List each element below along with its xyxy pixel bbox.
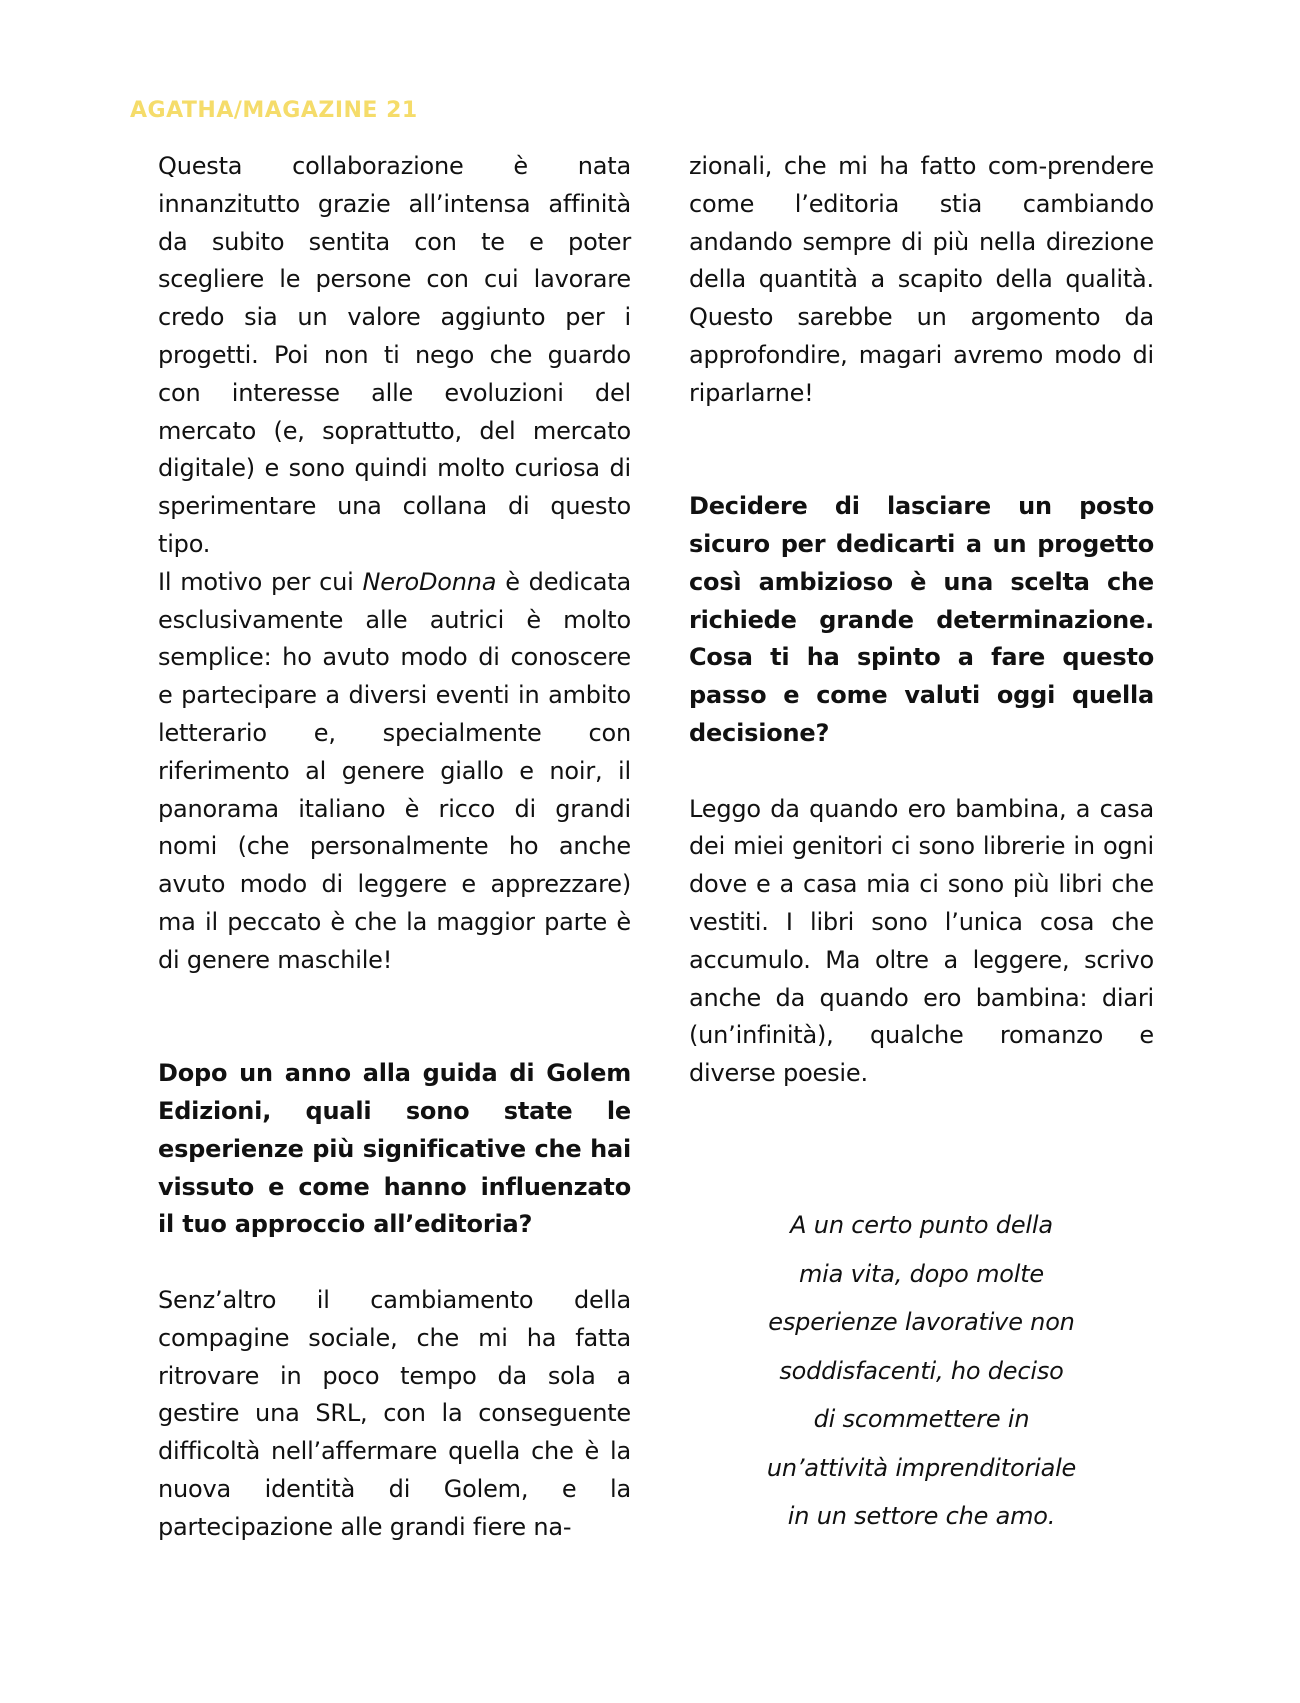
answer-continuation: zionali, che mi ha fatto com-prendere come l’editoria stia cambiando andando sempre di più nella direzione della quantità a scapito della qualità. Questo sarebbe un argomento da approfondire, magari avremo modo di riparlarne!: [689, 152, 1154, 407]
spacer: [689, 753, 1154, 791]
pull-quote: [689, 1201, 1154, 1541]
pull-quote-line: soddisfacenti, ho deciso: [779, 1356, 1064, 1385]
answer-paragraph-3: Senz’altro il cambiamento della compagine sociale, che mi ha fatta ritrovare in poco tempo da sola a gestire una SRL, con la conseguente difficoltà nell’affermare quella che è la nuova identità di Golem, e la partecipazione alle grandi fiere na-: [158, 1285, 631, 1541]
magazine-header: AGATHA/MAGAZINE 21: [130, 98, 418, 123]
left-column: [158, 148, 631, 1546]
interview-question-2: Decidere di lasciare un posto sicuro per dedicarti a un progetto così ambizioso è una scelta che richiede grande determinazione. Cosa ti ha spinto a fare questo passo e come valuti oggi quella decisione?: [689, 492, 1154, 747]
right-column: [689, 148, 1154, 1093]
pull-quote-line: in un settore che amo.: [787, 1502, 1056, 1530]
pull-quote-line: un’attività imprenditoriale: [766, 1453, 1077, 1482]
pull-quote-line: esperienze lavorative non: [768, 1308, 1075, 1336]
series-title: NeroDonna: [362, 567, 497, 596]
spacer: [689, 413, 1154, 489]
paragraph-text: è dedicata esclusivamente alle autrici è molto semplice: ho avuto modo di conoscere e partecipare a diversi eventi in ambito letterario e, specialmente con riferimento al genere giallo e noir, il panorama italiano è ricco di grandi nomi (che personalmente ho anche avuto modo di leggere e apprezzare) ma il peccato è che la maggior parte è di genere maschile!: [158, 567, 631, 974]
pull-quote-line: A un certo punto della: [790, 1211, 1053, 1239]
pull-quote-line: di scommettere in: [813, 1405, 1030, 1433]
paragraph-text: Il motivo per cui: [158, 567, 363, 596]
answer-paragraph-1: Questa collaborazione è nata innanzitutto grazie all’intensa affinità da subito sentita con te e poter scegliere le persone con cui lavorare credo sia un valore aggiunto per i progetti. Poi non ti nego che guardo con interesse alle evoluzioni del mercato (e, soprattutto, del mercato digitale) e sono quindi molto curiosa di sperimentare una collana di questo tipo.: [158, 152, 631, 558]
pull-quote-line: mia vita, dopo molte: [798, 1259, 1044, 1288]
spacer: [158, 1244, 631, 1282]
answer-paragraph-4: Leggo da quando ero bambina, a casa dei miei genitori ci sono librerie in ogni dove e a casa mia ci sono più libri che vestiti. I libri sono l’unica cosa che accumulo. Ma oltre a leggere, scrivo anche da quando ero bambina: diari (un’infinità), qualche romanzo e diverse poesie.: [689, 794, 1154, 1088]
interview-question-1: Dopo un anno alla guida di Golem Edizioni, quali sono state le esperienze più significative che hai vissuto e come hanno influenzato il tuo approccio all’editoria?: [158, 1059, 631, 1239]
spacer: [158, 980, 631, 1056]
answer-paragraph-2: [158, 564, 631, 980]
